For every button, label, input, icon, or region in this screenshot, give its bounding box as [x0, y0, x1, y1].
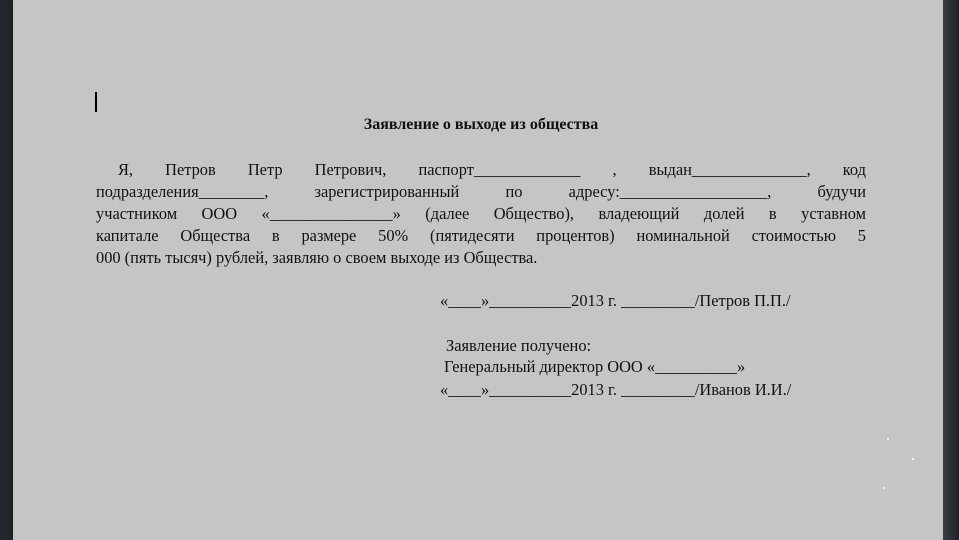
body-line-1: Я, Петров Петр Петрович, паспорт_____________ , выдан______________, код — [118, 160, 866, 179]
received-label: Заявление получено: — [446, 336, 592, 355]
body-line-2: подразделения________, зарегистрированный по адресу:__________________, будучи — [96, 182, 866, 201]
document-page[interactable] — [13, 0, 943, 540]
speck — [883, 487, 885, 489]
director-signature-line: «____»__________2013 г. _________/Иванов И.И./ — [440, 380, 792, 399]
body-line-4: капитале Общества в размере 50% (пятидесяти процентов) номинальной стоимостью 5 — [96, 226, 866, 245]
speck — [912, 458, 914, 460]
applicant-signature-line: «____»__________2013 г. _________/Петров П.П./ — [440, 291, 791, 310]
speck — [887, 438, 889, 440]
body-line-3: участником ООО «_______________» (далее Общество), владеющий долей в уставном — [96, 204, 866, 223]
body-line-5: 000 (пять тысяч) рублей, заявляю о своем выходе из Общества. — [96, 248, 538, 267]
window-edge — [943, 0, 959, 540]
text-cursor — [95, 92, 97, 112]
document-title: Заявление о выходе из общества — [363, 116, 599, 133]
received-director: Генеральный директор ООО «__________» — [444, 357, 746, 376]
